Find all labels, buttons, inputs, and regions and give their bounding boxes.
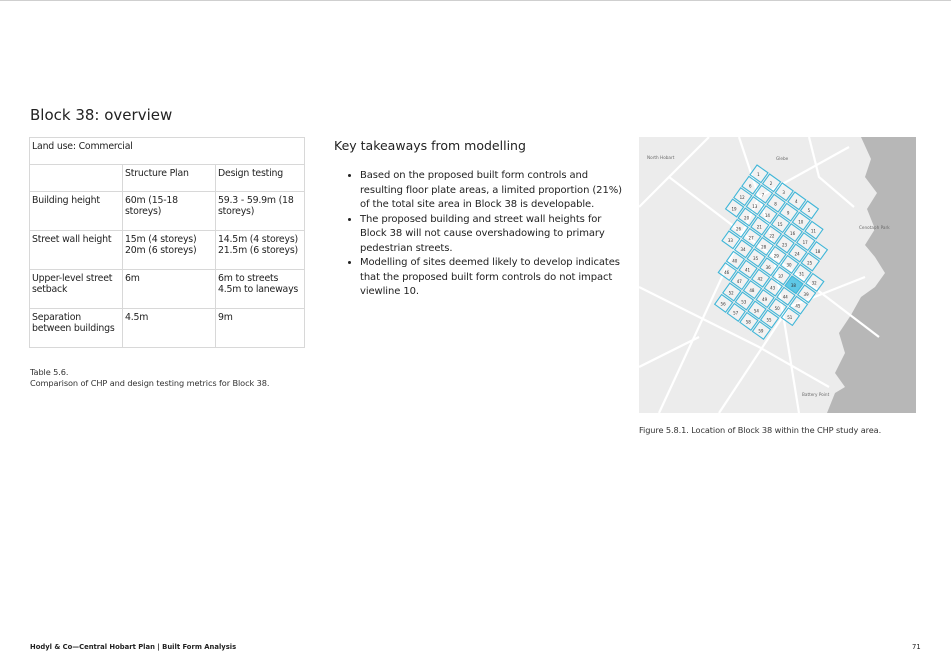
block-number-label: 18 (815, 248, 821, 254)
block-number-label: 11 (810, 228, 816, 234)
location-map (639, 137, 916, 413)
footer-text: Hodyl & Co—Central Hobart Plan | Built Form Analysis (30, 643, 237, 651)
land-use-cell: Land use: Commercial (30, 138, 305, 165)
block-number-label: 30 (786, 262, 792, 268)
block-number-label: 39 (803, 292, 809, 298)
table-cell: Street wall height (30, 231, 123, 270)
block-number-label: 14 (764, 212, 770, 218)
place-label: Glebe (776, 156, 789, 161)
block-number-label: 21 (756, 224, 762, 230)
block-number-label: 32 (811, 280, 817, 286)
table-header-cell: Structure Plan (123, 165, 216, 192)
figure-caption: Figure 5.8.1. Location of Block 38 within the CHP study area. (639, 425, 882, 435)
block-number-label: 47 (736, 278, 742, 284)
table-cell: 6m (123, 270, 216, 309)
block-number-label: 52 (728, 290, 734, 296)
table-cell: 59.3 - 59.9m (18 storeys) (216, 192, 305, 231)
page-title: Block 38: overview (30, 106, 173, 124)
block-number-label: 40 (732, 258, 738, 264)
block-number-label: 45 (795, 303, 801, 309)
place-label: North Hobart (647, 155, 675, 160)
block-number-label: 48 (749, 287, 755, 293)
block-number-label: 43 (770, 285, 776, 291)
block-number-label: 36 (765, 265, 771, 271)
block-number-label: 9 (786, 210, 790, 216)
block-number-label: 37 (778, 274, 784, 280)
block-number-label: 10 (798, 219, 804, 225)
block-number-label: 5 (807, 208, 811, 214)
block-number-label: 3 (782, 190, 785, 196)
block-number-label: 41 (744, 267, 751, 273)
block-number-label: 51 (787, 314, 793, 320)
block-number-label: 28 (761, 244, 767, 250)
table-caption (30, 367, 269, 389)
table-row (30, 231, 305, 270)
table-cell: 60m (15-18 storeys) (123, 192, 216, 231)
block-number-label: 16 (790, 230, 796, 236)
takeaway-item: • The proposed building and street wall heights for Block 38 will not cause overshadowing to primary pedestrian streets. (360, 213, 622, 257)
takeaways-heading: Key takeaways from modelling (334, 138, 526, 153)
block-number-label: 57 (733, 310, 739, 316)
block-number-label: 20 (744, 215, 750, 221)
block-number-label: 50 (774, 305, 780, 311)
takeaway-item: • Modelling of sites deemed likely to develop indicates that the proposed built form controls do not impact viewline 10. (360, 256, 622, 300)
table-header-cell: Design testing (216, 165, 305, 192)
table-cell: Upper-level street setback (30, 270, 123, 309)
table-row (30, 270, 305, 309)
block-number-label: 17 (802, 239, 808, 245)
block-number-label: 13 (752, 203, 758, 209)
block-number-label: 59 (758, 328, 764, 334)
table-cell: 14.5m (4 storeys) 21.5m (6 storeys) (216, 231, 305, 270)
block-number-label: 46 (724, 269, 730, 275)
block-number-label: 54 (753, 308, 759, 314)
place-label: Cenotaph Park (859, 225, 890, 230)
table-row (30, 192, 305, 231)
table-cell: Building height (30, 192, 123, 231)
table-cell: 4.5m (123, 309, 216, 348)
block-number-label: 19 (731, 206, 737, 212)
block-number-label: 22 (769, 233, 775, 239)
block-number-label: 6 (749, 183, 752, 189)
map-image (639, 137, 916, 413)
block-number-label: 44 (782, 294, 788, 300)
table-cell: 15m (4 storeys) 20m (6 storeys) (123, 231, 216, 270)
block-number-label: 12 (739, 194, 745, 200)
top-rule (0, 0, 951, 1)
block-number-label: 56 (720, 301, 726, 307)
block-number-label: 49 (762, 296, 768, 302)
table-row (30, 138, 305, 165)
block-number-label: 25 (807, 260, 813, 266)
block-number-label: 55 (766, 317, 772, 323)
table-header-row (30, 165, 305, 192)
block-number-label: 42 (757, 276, 763, 282)
block-number-label: 34 (740, 247, 746, 253)
block-number-label: 33 (727, 238, 733, 244)
block-number-label: 35 (753, 256, 759, 262)
table-caption-text: Comparison of CHP and design testing metrics for Block 38. (30, 378, 270, 388)
block-number-label: 31 (799, 271, 805, 277)
block-number-label: 58 (745, 319, 751, 325)
block-number-label: 2 (769, 181, 773, 187)
block-number-label: 53 (741, 299, 747, 305)
block-number-label: 7 (761, 192, 765, 198)
table-header-cell (30, 165, 123, 192)
table-cell: Separation between buildings (30, 309, 123, 348)
block-number-label: 23 (781, 242, 788, 248)
takeaways-list (346, 169, 622, 300)
page-number: 71 (912, 643, 921, 651)
table-row (30, 309, 305, 348)
block-number-label: 27 (748, 235, 754, 241)
block-number-label: 38 (790, 283, 796, 289)
block-number-label: 15 (777, 221, 783, 227)
takeaway-item: • Based on the proposed built form controls and resulting floor plate areas, a limited proportion (21%) of the total site area in Block 38 is developable. (360, 169, 622, 213)
table-cell: 6m to streets 4.5m to laneways (216, 270, 305, 309)
comparison-table (29, 137, 305, 348)
place-label: Battery Point (802, 392, 830, 397)
block-number-label: 1 (757, 172, 760, 178)
block-number-label: 8 (774, 201, 777, 207)
block-number-label: 26 (735, 226, 742, 232)
block-number-label: 4 (795, 199, 798, 205)
block-number-label: 24 (794, 251, 800, 257)
table-caption-number: Table 5.6. (30, 367, 69, 377)
block-number-label: 29 (773, 253, 779, 259)
table-cell: 9m (216, 309, 305, 348)
